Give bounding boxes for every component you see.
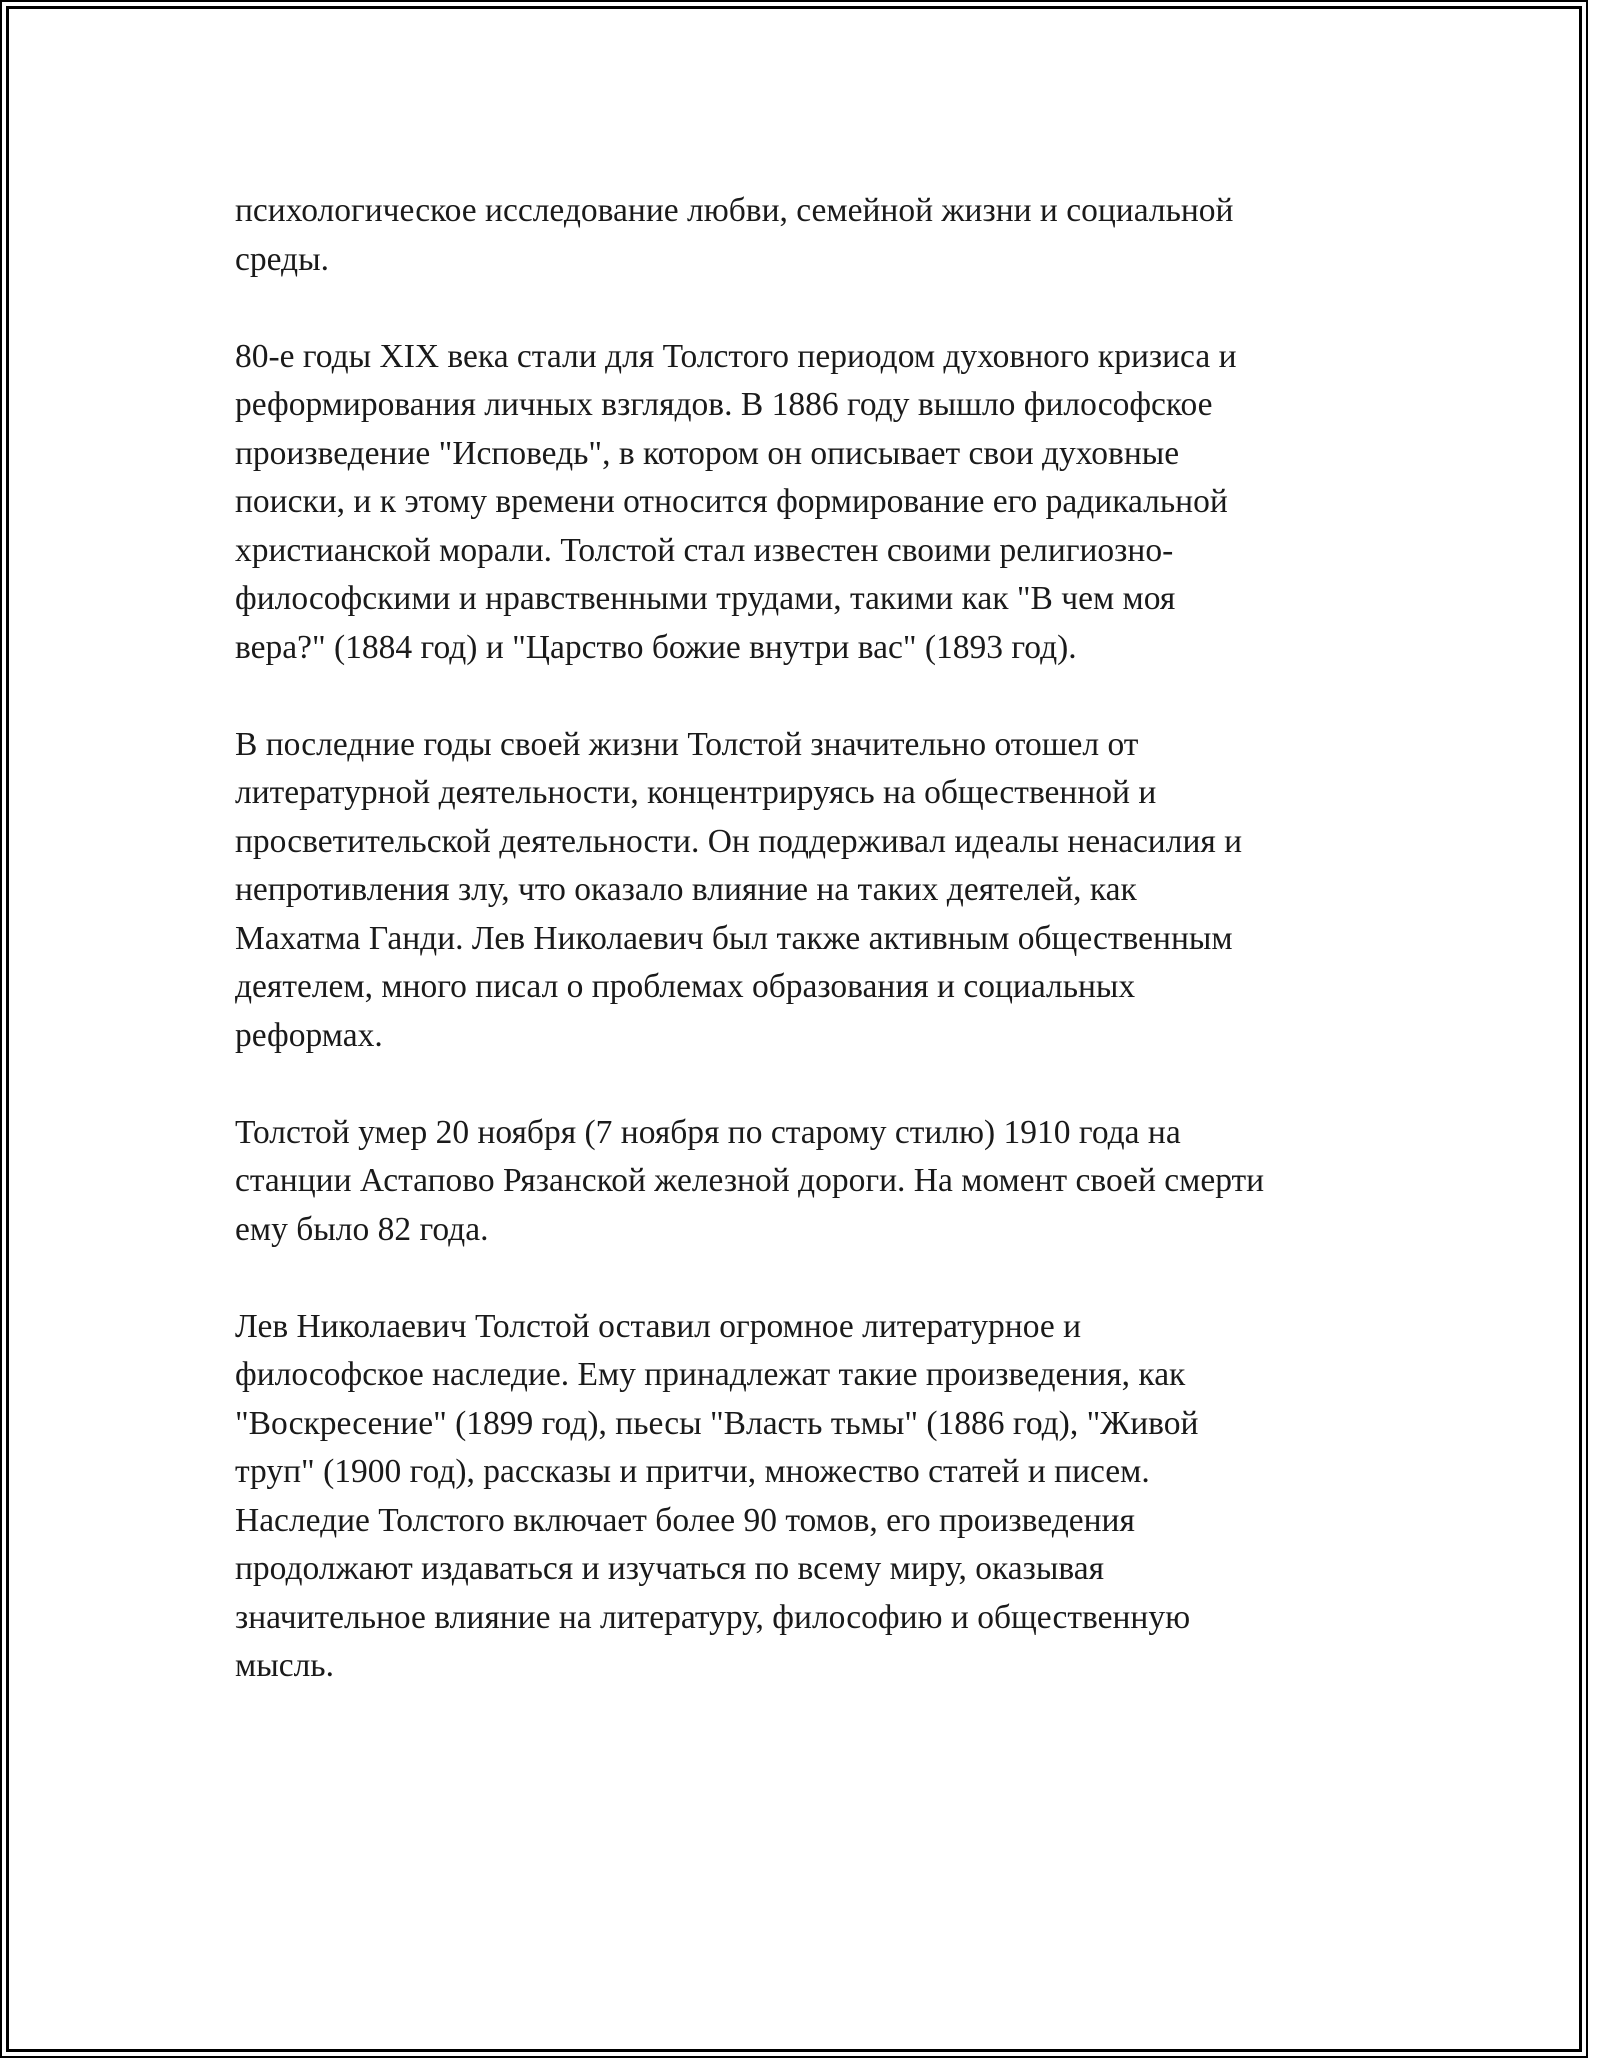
paragraph-5: Лев Николаевич Толстой оставил огромное литературное и философское наследие. Ему принадлежат такие произведения, как "Воскресение" (1899 год), пьесы "Власть тьмы" (1886 год), "Живой труп" (1900 год), рассказы и притчи, множество статей и писем. Наследие Толстого включает более 90 томов, его произведения продолжают издаваться и изучаться по всему миру, оказывая значительное влияние на литературу, философию и общественную мысль.: [235, 1307, 1199, 1684]
paragraph-3: В последние годы своей жизни Толстой значительно отошел от литературной деятельности, концентрируясь на общественной и просветительской деятельности. Он поддерживал идеалы ненасилия и непротивления злу, что оказало влияние на таких деятелей, как Махатма Ганди. Лев Николаевич был также активным общественным деятелем, много писал о проблемах образования и социальных реформах.: [235, 725, 1243, 1054]
paragraph-1: психологическое исследование любви, семейной жизни и социальной среды.: [235, 192, 1234, 278]
paragraph-4: Толстой умер 20 ноября (7 ноября по старому стилю) 1910 года на станции Астапово Рязанской железной дороги. На момент своей смерти ему было 82 года.: [235, 1113, 1265, 1248]
paragraph-2: 80-е годы XIX века стали для Толстого периодом духовного кризиса и реформирования личных взглядов. В 1886 году вышло философское произведение "Исповедь", в котором он описывает свои духовные поиски, и к этому времени относится формирование его радикальной христианской морали. Толстой стал известен своими религиозно- философскими и нравственными трудами, такими как "В чем моя вера?" (1884 год) и "Царство божие внутри вас" (1893 год).: [235, 337, 1237, 666]
document-body: [235, 187, 1375, 1739]
